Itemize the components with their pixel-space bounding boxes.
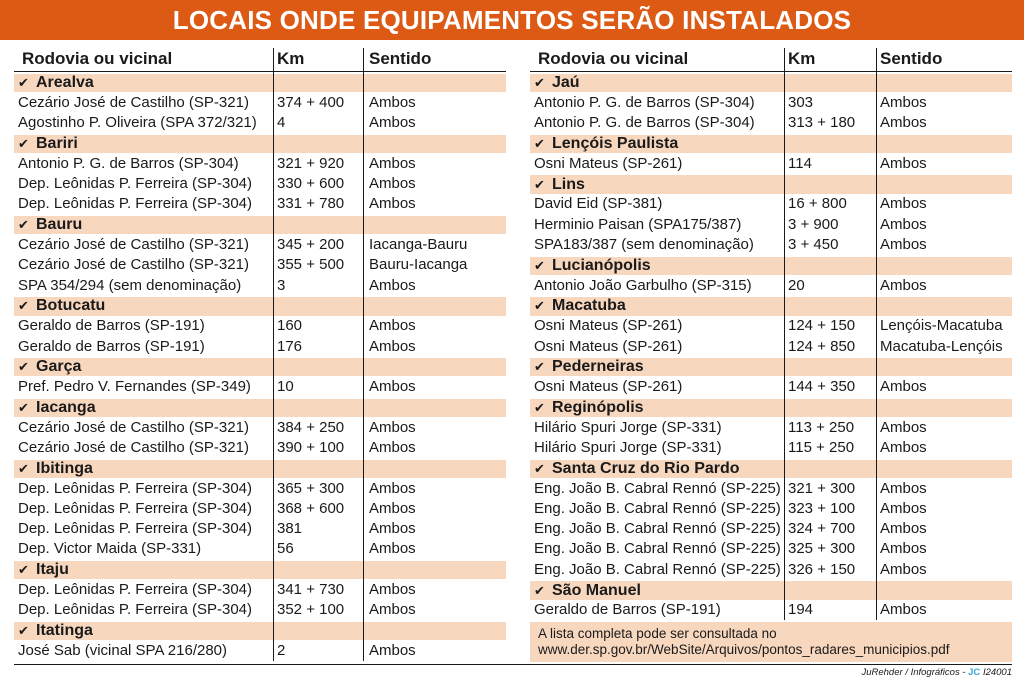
column-divider: [273, 48, 274, 661]
header-road: Rodovia ou vicinal: [22, 49, 173, 68]
right-table-body: [530, 72, 1012, 620]
check-icon: ✔: [534, 460, 545, 476]
cell-road: Osni Mateus (SP-261): [534, 154, 683, 172]
cell-road: Cezário José de Castilho (SP-321): [18, 256, 249, 274]
table-row: [530, 194, 1012, 214]
group-row: [14, 620, 506, 640]
table-row: [530, 113, 1012, 133]
cell-km: 3 + 450: [788, 236, 839, 254]
cell-direction: Ambos: [880, 560, 927, 578]
footer-rule: [14, 664, 1012, 665]
cell-road: SPA183/387 (sem denominação): [534, 236, 754, 254]
table-header: [530, 48, 1012, 72]
cell-direction: Ambos: [880, 601, 927, 619]
group-city: São Manuel: [552, 581, 641, 599]
check-icon: ✔: [534, 257, 545, 273]
table-row: [530, 336, 1012, 356]
cell-road: Eng. João B. Cabral Rennó (SP-225): [534, 499, 781, 517]
table-row: [530, 214, 1012, 234]
group-city: Macatuba: [552, 297, 626, 315]
cell-road: Geraldo de Barros (SP-191): [18, 317, 205, 335]
cell-direction: Ambos: [369, 499, 416, 517]
group-city: Lençóis Paulista: [552, 135, 679, 153]
cell-road: Antonio P. G. de Barros (SP-304): [534, 93, 755, 111]
header-km: Km: [788, 49, 816, 68]
cell-direction: Ambos: [369, 581, 416, 599]
cell-road: Antonio P. G. de Barros (SP-304): [18, 154, 239, 172]
cell-km: 124 + 150: [788, 317, 856, 335]
cell-km: 160: [277, 317, 303, 335]
group-row: [530, 579, 1012, 599]
cell-direction: Iacanga-Bauru: [369, 236, 468, 254]
header-direction: Sentido: [369, 49, 432, 68]
group-row: [14, 559, 506, 579]
left-grid: [14, 48, 506, 661]
cell-road: Agostinho P. Oliveira (SPA 372/321): [18, 114, 257, 132]
header-km: Km: [277, 49, 305, 68]
group-row: [530, 255, 1012, 275]
table-row: [14, 579, 506, 599]
table-row: [14, 539, 506, 559]
check-icon: ✔: [534, 176, 545, 192]
cell-road: Antonio João Garbulho (SP-315): [534, 276, 752, 294]
cell-road: Dep. Leônidas P. Ferreira (SP-304): [18, 520, 253, 538]
table-row: [14, 336, 506, 356]
cell-km: 113 + 250: [788, 418, 855, 436]
group-city: Arealva: [36, 74, 94, 92]
group-city: Reginópolis: [552, 398, 644, 416]
credit-line: [861, 667, 1012, 678]
cell-direction: Ambos: [369, 601, 416, 619]
cell-km: 313 + 180: [788, 114, 856, 132]
left-table-body: [14, 72, 506, 661]
cell-direction: Ambos: [369, 540, 416, 558]
cell-km: 176: [277, 337, 303, 355]
cell-km: 341 + 730: [277, 581, 345, 599]
cell-direction: Ambos: [369, 641, 416, 659]
left-table: [14, 48, 506, 661]
cell-road: Dep. Leônidas P. Ferreira (SP-304): [18, 581, 253, 599]
group-city: Lucianópolis: [552, 256, 651, 274]
cell-direction: Ambos: [880, 154, 927, 172]
cell-direction: Ambos: [369, 378, 416, 396]
source-note-url[interactable]: www.der.sp.gov.br/WebSite/Arquivos/pontos_radares_municipios.pdf: [538, 642, 950, 658]
cell-road: Dep. Leônidas P. Ferreira (SP-304): [18, 175, 253, 193]
cell-direction: Ambos: [369, 418, 416, 436]
header-direction: Sentido: [880, 49, 943, 68]
cell-road: Dep. Victor Maida (SP-331): [18, 540, 202, 558]
right-table: [530, 48, 1012, 662]
check-icon: ✔: [534, 399, 545, 415]
cell-road: Dep. Leônidas P. Ferreira (SP-304): [18, 479, 253, 497]
group-city: Ibitinga: [36, 459, 93, 477]
cell-direction: Macatuba-Lençóis: [880, 337, 1003, 355]
cell-direction: Ambos: [369, 337, 416, 355]
cell-direction: Ambos: [369, 114, 416, 132]
cell-road: Cezário José de Castilho (SP-321): [18, 236, 249, 254]
table-row: [14, 173, 506, 193]
cell-direction: Ambos: [369, 175, 416, 193]
cell-km: 323 + 100: [788, 499, 856, 517]
check-icon: ✔: [18, 136, 29, 152]
cell-km: 345 + 200: [277, 236, 345, 254]
cell-road: Osni Mateus (SP-261): [534, 378, 683, 396]
cell-direction: Ambos: [880, 236, 927, 254]
check-icon: ✔: [18, 359, 29, 375]
column-divider: [784, 48, 785, 620]
cell-km: 56: [277, 540, 294, 558]
cell-km: 114: [788, 154, 812, 172]
group-city: Bauru: [36, 216, 83, 234]
source-note: [530, 622, 1012, 662]
table-row: [14, 417, 506, 437]
cell-km: 374 + 400: [277, 93, 345, 111]
cell-direction: Ambos: [880, 276, 927, 294]
cell-direction: Ambos: [369, 438, 416, 456]
cell-road: David Eid (SP-381): [534, 195, 663, 213]
group-row: [530, 133, 1012, 153]
cell-road: Dep. Leônidas P. Ferreira (SP-304): [18, 499, 253, 517]
cell-km: 124 + 850: [788, 337, 856, 355]
right-grid: [530, 48, 1012, 662]
cell-road: SPA 354/294 (sem denominação): [18, 276, 242, 294]
table-row: [530, 234, 1012, 254]
cell-km: 321 + 920: [277, 154, 345, 172]
group-city: Botucatu: [36, 297, 106, 315]
check-icon: ✔: [534, 136, 545, 152]
group-row: [530, 458, 1012, 478]
check-icon: ✔: [18, 562, 29, 578]
cell-direction: Ambos: [880, 438, 927, 456]
cell-direction: Ambos: [880, 215, 927, 233]
page-title: LOCAIS ONDE EQUIPAMENTOS SERÃO INSTALADOS: [0, 0, 1024, 40]
cell-km: 3: [277, 276, 286, 294]
cell-km: 324 + 700: [788, 520, 856, 538]
cell-km: 2: [277, 641, 286, 659]
table-row: [14, 194, 506, 214]
group-row: [14, 295, 506, 315]
group-row: [14, 397, 506, 417]
check-icon: ✔: [534, 359, 545, 375]
cell-km: 330 + 600: [277, 175, 345, 193]
group-city: Itaju: [36, 561, 69, 579]
credit-separator: /: [905, 667, 908, 678]
cell-direction: Ambos: [880, 540, 927, 558]
cell-km: 384 + 250: [277, 418, 345, 436]
cell-km: 390 + 100: [277, 438, 345, 456]
cell-road: Osni Mateus (SP-261): [534, 337, 683, 355]
cell-road: Cezário José de Castilho (SP-321): [18, 418, 249, 436]
cell-km: 365 + 300: [277, 479, 345, 497]
cell-km: 331 + 780: [277, 195, 345, 213]
cell-road: Geraldo de Barros (SP-191): [534, 601, 721, 619]
group-city: Jaú: [552, 74, 580, 92]
table-row: [14, 437, 506, 457]
table-row: [530, 417, 1012, 437]
table-row: [14, 234, 506, 254]
table-row: [14, 478, 506, 498]
table-row: [14, 640, 506, 660]
check-icon: ✔: [18, 460, 29, 476]
cell-direction: Ambos: [880, 418, 927, 436]
cell-road: Cezário José de Castilho (SP-321): [18, 93, 249, 111]
cell-km: 4: [277, 114, 286, 132]
table-row: [14, 519, 506, 539]
group-city: Santa Cruz do Rio Pardo: [552, 459, 740, 477]
cell-direction: Ambos: [880, 195, 927, 213]
check-icon: ✔: [534, 75, 545, 91]
cell-km: 20: [788, 276, 805, 294]
cell-direction: Bauru-Iacanga: [369, 256, 468, 274]
table-header: [14, 48, 506, 72]
group-city: Bariri: [36, 135, 78, 153]
cell-road: Herminio Paisan (SPA175/387): [534, 215, 742, 233]
table-row: [530, 559, 1012, 579]
group-row: [14, 458, 506, 478]
group-row: [14, 72, 506, 92]
table-row: [14, 376, 506, 396]
table-row: [14, 113, 506, 133]
credit-dept: Infográficos -: [910, 667, 966, 678]
credit-code: I24001: [982, 667, 1012, 678]
group-row: [530, 295, 1012, 315]
cell-road: Pref. Pedro V. Fernandes (SP-349): [18, 378, 251, 396]
cell-road: Eng. João B. Cabral Rennó (SP-225): [534, 540, 781, 558]
column-divider: [876, 48, 877, 620]
cell-road: Eng. João B. Cabral Rennó (SP-225): [534, 479, 781, 497]
cell-km: 115 + 250: [788, 438, 855, 456]
table-row: [530, 153, 1012, 173]
cell-road: Dep. Leônidas P. Ferreira (SP-304): [18, 195, 253, 213]
cell-km: 303: [788, 93, 814, 111]
cell-direction: Ambos: [369, 317, 416, 335]
cell-road: Geraldo de Barros (SP-191): [18, 337, 205, 355]
table-row: [14, 316, 506, 336]
cell-direction: Ambos: [369, 154, 416, 172]
table-row: [530, 376, 1012, 396]
brand-logo: JC: [968, 667, 981, 678]
cell-km: 368 + 600: [277, 499, 345, 517]
credit-author: JuRehder: [861, 667, 903, 678]
cell-km: 321 + 300: [788, 479, 856, 497]
cell-road: Hilário Spuri Jorge (SP-331): [534, 418, 722, 436]
table-row: [14, 92, 506, 112]
cell-km: 381: [277, 520, 303, 538]
cell-km: 10: [277, 378, 294, 396]
cell-direction: Ambos: [880, 378, 927, 396]
table-row: [14, 275, 506, 295]
cell-road: Dep. Leônidas P. Ferreira (SP-304): [18, 601, 253, 619]
check-icon: ✔: [18, 217, 29, 233]
check-icon: ✔: [18, 623, 29, 639]
group-city: Pederneiras: [552, 358, 644, 376]
column-divider: [363, 48, 364, 661]
group-row: [530, 173, 1012, 193]
table-row: [530, 275, 1012, 295]
group-city: Garça: [36, 358, 82, 376]
table-row: [530, 437, 1012, 457]
group-row: [530, 72, 1012, 92]
check-icon: ✔: [18, 399, 29, 415]
cell-direction: Ambos: [369, 479, 416, 497]
cell-direction: Ambos: [880, 520, 927, 538]
table-row: [530, 498, 1012, 518]
cell-km: 325 + 300: [788, 540, 856, 558]
cell-km: 3 + 900: [788, 215, 839, 233]
table-row: [530, 316, 1012, 336]
table-row: [530, 92, 1012, 112]
cell-km: 16 + 800: [788, 195, 847, 213]
cell-direction: Ambos: [880, 479, 927, 497]
header-road: Rodovia ou vicinal: [538, 49, 689, 68]
cell-direction: Ambos: [880, 499, 927, 517]
source-note-text: A lista completa pode ser consultada no: [538, 626, 777, 642]
group-row: [530, 356, 1012, 376]
table-row: [530, 539, 1012, 559]
cell-direction: Ambos: [880, 114, 927, 132]
cell-direction: Lençóis-Macatuba: [880, 317, 1003, 335]
cell-road: Eng. João B. Cabral Rennó (SP-225): [534, 520, 781, 538]
table-row: [14, 153, 506, 173]
cell-km: 144 + 350: [788, 378, 856, 396]
group-city: Iacanga: [36, 398, 96, 416]
cell-km: 352 + 100: [277, 601, 345, 619]
group-row: [530, 397, 1012, 417]
cell-road: Eng. João B. Cabral Rennó (SP-225): [534, 560, 781, 578]
cell-direction: Ambos: [369, 195, 416, 213]
table-row: [14, 255, 506, 275]
cell-direction: Ambos: [369, 93, 416, 111]
table-row: [14, 600, 506, 620]
cell-road: Antonio P. G. de Barros (SP-304): [534, 114, 755, 132]
cell-direction: Ambos: [369, 520, 416, 538]
group-row: [14, 133, 506, 153]
cell-road: Osni Mateus (SP-261): [534, 317, 683, 335]
check-icon: ✔: [534, 298, 545, 314]
cell-direction: Ambos: [369, 276, 416, 294]
group-row: [14, 356, 506, 376]
cell-road: Cezário José de Castilho (SP-321): [18, 438, 249, 456]
cell-direction: Ambos: [880, 93, 927, 111]
table-row: [530, 478, 1012, 498]
cell-road: Hilário Spuri Jorge (SP-331): [534, 438, 722, 456]
group-row: [14, 214, 506, 234]
table-row: [14, 498, 506, 518]
group-city: Lins: [552, 175, 585, 193]
group-city: Itatinga: [36, 622, 93, 640]
check-icon: ✔: [18, 298, 29, 314]
check-icon: ✔: [18, 75, 29, 91]
cell-km: 355 + 500: [277, 256, 345, 274]
cell-road: José Sab (vicinal SPA 216/280): [18, 641, 228, 659]
check-icon: ✔: [534, 582, 545, 598]
table-row: [530, 600, 1012, 620]
cell-km: 194: [788, 601, 814, 619]
table-row: [530, 519, 1012, 539]
cell-km: 326 + 150: [788, 560, 856, 578]
